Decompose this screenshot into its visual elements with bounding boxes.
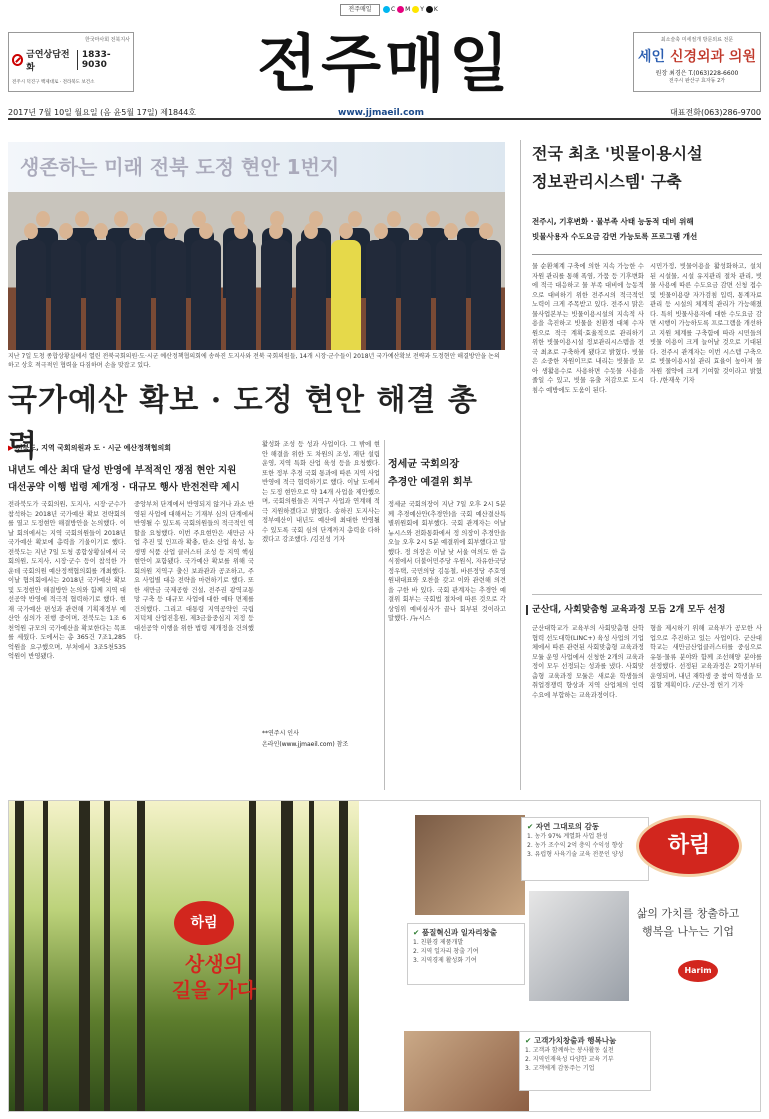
ad-right-name <box>637 46 757 66</box>
photo-person <box>401 223 431 350</box>
tree-trunk <box>104 801 110 1112</box>
ad-left-title: 금연상담전화 <box>26 50 70 73</box>
sponsor-line-2[interactable]: 온라인(www.jjmaeil.com) 참조 <box>262 741 349 748</box>
right-headline-1: 전국 최초 '빗물이용시설 <box>532 144 703 163</box>
sponsor-line-1: **연주시 인사 <box>262 730 299 737</box>
ad-box1-item: 1. 농가 97% 계열화 사업 완성 <box>527 833 608 840</box>
forest-image <box>9 801 359 1112</box>
harim-copy-2: 행복을 나누는 기업 <box>641 925 734 938</box>
photo-person <box>86 223 116 350</box>
right-sub-1: 전주시, 기후변화 · 물부족 사태 능동적 대비 위해 <box>532 217 694 226</box>
quit-smoking-ad[interactable] <box>8 32 134 92</box>
photo-person <box>226 223 256 350</box>
ad-box-value <box>519 1031 651 1091</box>
website-link[interactable]: www.jjmaeil.com <box>338 108 424 118</box>
harim-logo[interactable]: 하림 <box>636 815 742 877</box>
ad-photo-factory <box>529 891 629 1001</box>
right-article2-col-1: 군산대학교가 교육부의 사회맞춤형 산학협력 선도대학(LINC+) 육성 사업의 기업체에서 따른 관련된 사회맞춤형 교육과정 모듈 운영 사업에서 신청한 2개의 교육과정이 모두 선정되는 성과를 냈다. 사회맞춤형 교육과정 모듈은 새로운 학생들의 취업경쟁력 향상과 지역 산업체의 인력 수요에 부합하는 교육과정이다. <box>532 625 644 699</box>
page-marker: 전주매일 <box>340 4 380 16</box>
ad-box1-item: 2. 농가 조수익 2억 충익 수익성 향상 <box>527 842 624 849</box>
photo-person <box>331 223 361 350</box>
article-col-3: 활성화 조성 등 성과 사업이다. 그 밖에 현안 해결을 위한 도 차원의 조성, 재단 설립 운영, 지역 특화 산업 육성 등을 요청했다. 또한 정부 추경 국회 통과에 따른 지역 사업 반영에 적극 협력하기로 했다. 이날 도에서는 도정 현안으로 약 14개 사업을 제안했으며, 국회의원들은 지역구 사업과 연계해 적극 지원하겠다고 밝혔다. 송하진 도지사는 정부예산이 내년도 예산에 최대한 반영될 수 있도록 국회 심의 단계까지 총력을 다하겠다고 강조했다. /김진성 기자 <box>262 441 380 543</box>
tree-trunk <box>281 801 293 1112</box>
right-subheads <box>532 214 762 244</box>
ad-box2-title: ✔ 품질혁신과 일자리창출 <box>413 927 519 938</box>
photo-person <box>436 223 466 350</box>
cmyk-m: M <box>405 6 411 13</box>
column-divider <box>520 140 521 790</box>
photo-person <box>51 223 81 350</box>
subhead-1: 내년도 예산 최대 달성 반영에 부적적인 쟁점 현안 지원 <box>8 465 237 476</box>
ad-box2-item: 1. 친환경 제품개발 <box>413 939 464 946</box>
right-article2-col-2: 형을 제시하기 위해 교육부가 공모한 사업으로 추진하고 있는 사업이다. 군산대학교는 새만금산업클러스터를 중심으로 유통·물류 분야와 함께 조선해양 분야를 선정했다. 선정된 교육과정은 2학기부터 운영되며, 내년 재학생 중 참여 학생을 모집할 계획이다. /군산-정 헌기 기자 <box>650 625 762 689</box>
ad-left-header: 한국마사회 전북지사 <box>84 37 130 43</box>
main-headline[interactable]: 국가예산 확보 · 도정 현안 해결 총력 <box>8 383 478 464</box>
ad-box3-item: 3. 고객에게 감동주는 기업 <box>525 1065 595 1072</box>
photo-banner: 생존하는 미래 전북 도정 현안 1번지 <box>8 142 505 192</box>
cmyk-k: K <box>433 6 438 13</box>
ad-box-quality <box>407 923 525 985</box>
sponsor-note <box>262 728 382 750</box>
ad-box1-item: 3. 유럽형 사육기술 교육 전문인 양성 <box>527 851 624 858</box>
photo-person <box>156 223 186 350</box>
harim-copy-1: 삶의 가치를 창출하고 <box>636 907 740 920</box>
tree-trunk <box>309 801 314 1112</box>
dateline <box>8 106 761 120</box>
ad-box-nature <box>521 817 649 881</box>
photo-person <box>191 223 221 350</box>
main-subheads <box>8 462 256 496</box>
side-headline-1: 정세균 국회의장 <box>388 459 460 470</box>
cmyk-c: C <box>391 6 396 13</box>
right-divider <box>532 594 762 595</box>
article-col-2: 중앙부처 단계에서 반영되지 않거나 과소 반영된 사업에 대해서는 기재부 심의 단계에서 반영될 수 있도록 국회의원들의 적극적인 역할을 요청했다. 이번 주요현안은 새만금 사업 추진 및 인프라 확충, 탄소 산업 육성, 농생명 식품 산업 클러스터 조성 등 지역 핵심 현안이 포함됐다. 국가예산 확보를 위해 국회의원 지역구 출신 보좌관과 공조하고, 주요 사업별 대응 전략을 마련하기로 했다. 또한 새만금 국제공항 건설, 전주권 광역교통망 구축 등 대규모 사업에 대한 예타 면제를 건의했다. 그리고 대통령 지역공약인 국립 지덕체 산업진흥원, 제3금융중심지 지정 등 대선공약 이행을 위한 법령 제개정을 건의했다. <box>134 501 254 641</box>
ad-left-footer: 전주시 덕진구 백제대로 · 전라북도 보건소 <box>12 80 95 85</box>
article-col-1: 전라북도가 국회의원, 도지사, 시장·군수가 참석하는 2018년 국가예산 확보 전략회의를 열고 도정현안 해결방안을 논의했다. 이날 회의에서는 지역 국회의원들이 2018년 국가예산 확보에 총력을 기울이기로 했다. 전북도는 지난 7일 도청 종합상황실에서 국회의원, 도지사, 시장·군수 등이 참석한 가운데 국회의원 예산정책협의회를 개최했다. 이날 협의회에서는 2018년 국가예산 확보 및 도정현안 해결방안 논의와 함께 지역 대선공약 반영에 적극적 협력하기로 했다. 현재 국가예산 편성과 관련해 기획재정부 예산안 심의가 진행 중이며, 전북도는 1조 6천억원 규모의 국가예산을 확보한다는 목표를 세웠다. 도에서는 총 365건 7조1,285억원을 요구했으며, 부처에서 3조5천535억원이 반영됐다. <box>8 501 126 660</box>
tree-trunk <box>43 801 48 1112</box>
tree-trunk <box>339 801 348 1112</box>
tree-trunk <box>15 801 24 1112</box>
right-sub-2: 빗물사용자 수도요금 감면 가능토록 프로그램 개선 <box>532 232 698 241</box>
cmyk-y: Y <box>420 6 424 13</box>
ad-right-name-a: 세인 <box>638 49 666 65</box>
harim-en-logo: Harim <box>678 960 718 982</box>
tree-trunk <box>137 801 145 1112</box>
main-phone: 대표전화(063)286-9700 <box>670 108 761 117</box>
ad-right-header: 최소술축 미세절개 방문외료 전문 <box>660 37 734 43</box>
photo-person <box>261 223 291 350</box>
right-article-col-2: 시민가정, 빗물이용을 활성화하고, 설치된 시설물, 시설 유지관리 절차 관리, 빗물 사용에 따른 수도요금 감면 신청 접수 및 빗물이용량 자가검침 입력, 통계자료 관리 등 시설의 체계적 관리가 가능해졌다. 특히 빗물사용자에 대한 수도요금 감면 시행이 가능하도록 프로그램을 개선하고 지원 체계를 구축함에 따라 시민들의 빗물 이용이 크게 늘어날 것으로 기대된다. 전주시 관계자는 이번 시스템 구축으로 빗물이용시설 관리 효율이 높아져 물 자원 절약에 크게 기여할 것이라고 밝혔다. /한재욱 기자 <box>650 263 762 384</box>
right-rule <box>532 254 762 255</box>
section-tag: ▶ 전북도, 지역 국회의원과 도 · 시군 예산정책협의회 <box>8 443 248 453</box>
subhead-2: 대선공약 이행 법령 제개정 · 대규모 행사 반전전략 제시 <box>8 482 240 493</box>
right-headline[interactable] <box>532 140 762 196</box>
ad-box3-item: 1. 고객과 함께하는 봉사활동 실천 <box>525 1047 614 1054</box>
harim-copy <box>618 905 758 941</box>
ad-box2-item: 2. 지역 일자리 창출 기여 <box>413 948 479 955</box>
ad-left-number: 1833-9030 <box>77 50 130 70</box>
ad-slogan-1: 상생의 <box>185 952 243 976</box>
photo-person <box>366 223 396 350</box>
ad-box3-item: 2. 지역인재육성 다양한 교육 기부 <box>525 1056 614 1063</box>
issue-date: 2017년 7월 10일 월요일 (음 윤5월 17일) 제1844호 <box>8 108 197 117</box>
photo-person <box>471 223 501 350</box>
lead-photo <box>8 142 505 350</box>
right-headline-2: 정보관리시스템' 구축 <box>532 172 682 191</box>
ad-photo-volunteers <box>404 1031 529 1111</box>
masthead: 전주매일 <box>257 27 513 100</box>
photo-person <box>16 223 46 350</box>
tree-trunk <box>79 801 90 1112</box>
side-article-body: 정세균 국회의장이 지난 7일 오후 2시 5분께 추경예산안(추경안)을 국회 예산결산특별위원회에 회부했다. 국회 관계자는 이날 뉴시스와 전화통화에서 정 의장이 추경안을 오늘 오후 2시 5분 예결위에 회부했다고 말했다. 정 의장은 이날 낮 서울 여의도 한 음식점에서 더불어민주당 우원식, 자유한국당 정우택, 국민의당 김동철, 바른정당 주호영 원내대표와 오찬을 갖고 이와 관련해 의견을 구한 바 있다. 국회 관계자는 추경안 예결위 회부는 국회법 절차에 따른 것으로 각 상임위 예비심사가 끝나 회부된 것이라고 말했다. /뉴시스 <box>388 501 506 622</box>
no-smoking-icon <box>12 54 23 66</box>
clinic-ad[interactable] <box>633 32 761 92</box>
side-headline-2: 추경안 예결위 회부 <box>388 477 473 488</box>
right-article-col-1: 물 순환체계 구축에 의한 지속 가능한 수자원 관리를 통해 폭염, 가뭄 등 기후변화에 적극 대응하고 물 부족 대비에 능동적으로 대비하기 위한 전주시의 적극적인 노력이 크게 주목받고 있다. 전주시 맑은물사업본부는 빗물이용시설의 지속적 사용을 촉진하고 빗물을 친환경 대체 수자원으로 적극 계획·효율적으로 관리하기 위한 빗물이용시설 정보관리시스템을 전국 최초로 구축하게 됐다고 밝혔다. 빗물은 소중한 자원이므로 내리는 빗물을 모아 생활용수로 사용하면 수돗물 사용을 줄일 수 있고, 빗물 유출 저감으로 도시 침수 예방에도 도움이 된다. <box>532 263 644 394</box>
column-divider <box>384 440 385 790</box>
ad-box1-title: ✔ 자연 그대로의 감동 <box>527 821 643 832</box>
photo-person <box>121 223 151 350</box>
ad-box2-item: 3. 지역경제 활성화 기여 <box>413 957 477 964</box>
right-headline-2[interactable]: 군산대, 사회맞춤형 교육과정 모듬 2개 모두 선정 <box>532 603 762 617</box>
photo-caption: 지난 7일 도청 종합상황실에서 열린 전북국회의원·도·시군 예산정책협의회에 송하진 도지사와 전북 국회의원들, 14개 시장·군수들이 2018년 국가예산확보 전략과 도정현안 해결방안을 논의하고 상호 적극적인 협력을 다짐하며 손을 맞잡고 있다. <box>8 353 500 369</box>
ad-right-tel: 원장 최경은 T.(063)228-6600 <box>655 70 739 77</box>
harim-logo-small: 하림 <box>174 901 234 945</box>
photo-person <box>296 223 326 350</box>
ad-slogan-2: 길을 가다 <box>171 978 257 1002</box>
ad-photo-farmers <box>415 815 525 915</box>
ad-right-address: 전주시 완산구 효자동 2가 <box>668 78 726 84</box>
ad-slogan <box>159 951 269 1003</box>
ad-right-name-b: 신경외과 의원 <box>669 49 756 65</box>
side-headline[interactable] <box>388 456 506 492</box>
cmyk-marks <box>383 4 438 16</box>
ad-box3-title: ✔ 고객가치창출과 행복나눔 <box>525 1035 645 1046</box>
